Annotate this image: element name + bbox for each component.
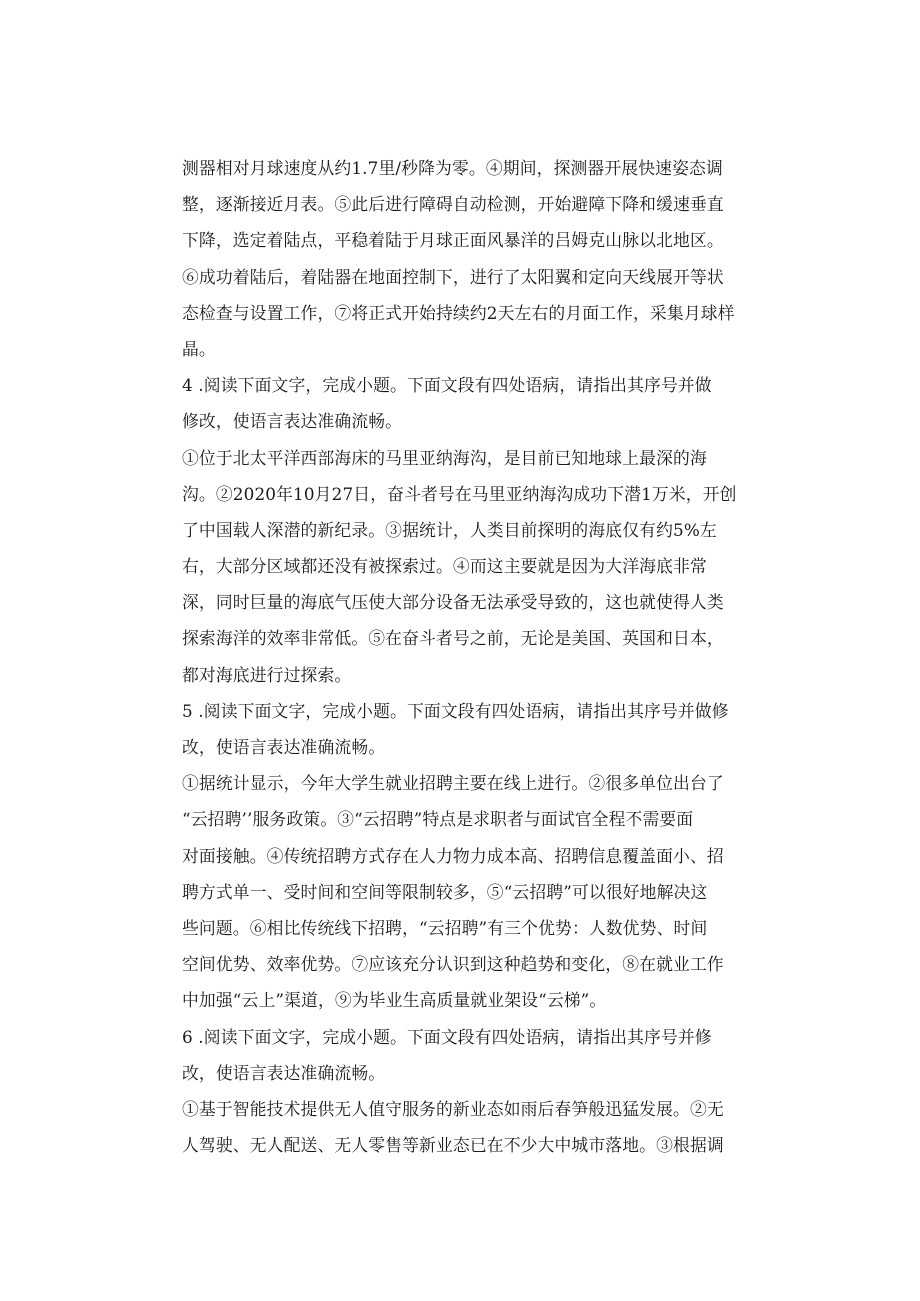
- text-line: 些问题。⑥相比传统线下招聘，“云招聘”有三个优势：人数优势、时间: [182, 917, 708, 938]
- text-line: 修改，使语言表达准确流畅。: [182, 411, 403, 432]
- question-5-heading: 5 .阅读下面文字，完成小题。下面文段有四处语病，请指出其序号并做修: [182, 700, 729, 721]
- text-line: 了中国载人深潜的新纪录。③据统计，人类目前探明的海底仅有约5%左: [182, 519, 717, 540]
- text-line: 对面接触。④传统招聘方式存在人力物力成本高、招聘信息覆盖面小、招: [182, 845, 724, 866]
- document-body: [182, 150, 742, 1163]
- text-line: 沟。②2020年10月27日，奋斗者号在马里亚纳海沟成功下潜1万米，开创: [182, 483, 737, 504]
- text-line: 人驾驶、无人配送、无人零售等新业态已在不少大中城市落地。③根据调: [182, 1135, 724, 1156]
- text-line: ①位于北太平洋西部海床的马里亚纳海沟，是目前已知地球上最深的海: [182, 447, 707, 468]
- text-line: ⑥成功着陆后，着陆器在地面控制下，进行了太阳翼和定向天线展开等状: [182, 266, 724, 287]
- text-line: 下降，选定着陆点，平稳着陆于月球正面风暴洋的吕姆克山脉以北地区。: [182, 230, 724, 251]
- text-line: 探索海洋的效率非常低。⑤在奋斗者号之前，无论是美国、英国和日本，: [182, 628, 724, 649]
- text-line: “云招聘’’服务政策。③“云招聘”特点是求职者与面试官全程不需要面: [182, 809, 694, 830]
- text-line: 深，同时巨量的海底气压使大部分设备无法承受导致的，这也就使得人类: [182, 592, 724, 613]
- text-line: 改，使语言表达准确流畅。: [182, 1062, 386, 1083]
- question-4-heading: 4 .阅读下面文字，完成小题。下面文段有四处语病，请指出其序号并做: [182, 375, 712, 396]
- text-line: 晶。: [182, 338, 216, 359]
- text-line: 聘方式单一、受时间和空间等限制较多，⑤“云招聘”可以很好地解决这: [182, 881, 708, 902]
- text-line: 右，大部分区域都还没有被探索过。④而这主要就是因为大洋海底非常: [182, 556, 707, 577]
- question-6-heading: 6 .阅读下面文字，完成小题。下面文段有四处语病，请指出其序号并修: [182, 1026, 712, 1047]
- text-line: 整，逐渐接近月表。⑤此后进行障碍自动检测，开始避障下降和缓速垂直: [182, 194, 724, 215]
- text-line: ①基于智能技术提供无人值守服务的新业态如雨后春笋般迅猛发展。②无: [182, 1098, 724, 1119]
- text-line: ①据统计显示，今年大学生就业招聘主要在线上进行。②很多单位出台了: [182, 773, 724, 794]
- text-line: 测器相对月球速度从约1.7里/秒降为零。④期间，探测器开展快速姿态调: [182, 158, 723, 178]
- text-line: 改，使语言表达准确流畅。: [182, 737, 386, 757]
- text-line: 空间优势、效率优势。⑦应该充分认识到这种趋势和变化，⑧在就业工作: [182, 954, 724, 975]
- text-line: 都对海底进行过探索。: [182, 664, 352, 685]
- text-line: 态检查与设置工作，⑦将正式开始持续约2天左右的月面工作，采集月球样: [182, 302, 735, 323]
- text-line: 中加强“云上”渠道，⑨为毕业生高质量就业架设“云梯”。: [182, 990, 607, 1011]
